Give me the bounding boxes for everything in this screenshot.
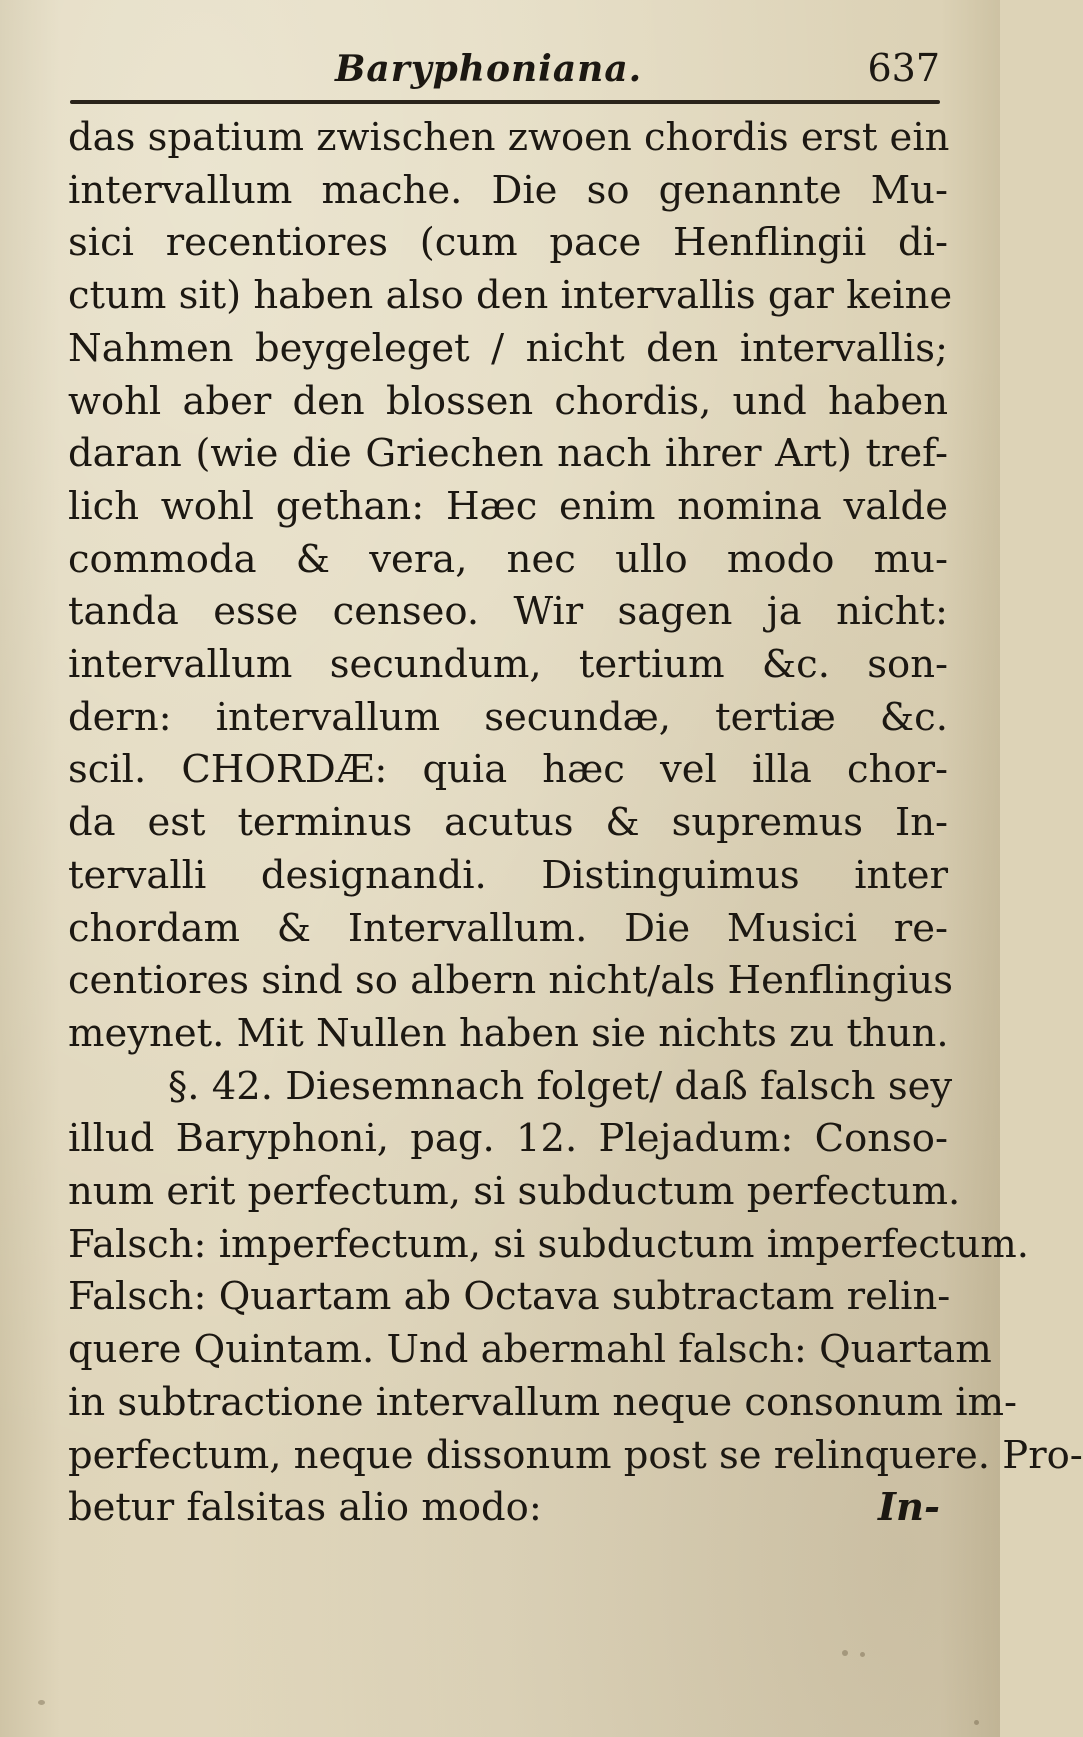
text-line: scil. CHORDÆ: quia hæc vel illa chor- — [68, 747, 948, 793]
page-number: 637 — [867, 46, 940, 90]
text-line: tanda esse censeo. Wir sagen ja nicht: — [68, 589, 948, 635]
text-line: wohl aber den blossen chordis, und haben — [68, 378, 948, 424]
text-line: dern: intervallum secundæ, tertiæ &c. — [68, 694, 948, 740]
text-line: das spatium zwischen zwoen chordis erst ein — [68, 115, 950, 160]
text-line: da est terminus acutus & supremus In- — [68, 800, 948, 846]
text-line: Falsch: Quartam ab Octava subtractam relin- — [68, 1274, 951, 1320]
text-line: sici recentiores (cum pace Henflingii di- — [68, 220, 948, 266]
text-line: daran (wie die Griechen nach ihrer Art) tref- — [68, 431, 948, 477]
running-title: Baryphoniana. — [335, 48, 643, 90]
text-line: intervallum secundum, tertium &c. son- — [68, 642, 948, 688]
body-text — [68, 112, 1083, 1535]
text-line: meynet. Mit Nullen haben sie nichts zu thun. — [68, 1010, 949, 1056]
text-line: perfectum, neque dissonum post se relinquere. Pro- — [68, 1432, 1083, 1478]
text-line: illud Baryphoni, pag. 12. Plejadum: Conso- — [68, 1116, 948, 1162]
text-line: intervallum mache. Die so genannte Mu- — [68, 167, 948, 213]
text-line: tervalli designandi. Distinguimus inter — [68, 852, 948, 898]
text-line: centiores sind so albern nicht/als Henflingius — [68, 958, 953, 1004]
header-rule — [70, 100, 940, 104]
section-line: §. 42. Diesemnach folget/ daß falsch sey — [168, 1063, 953, 1109]
paper-stain — [860, 1652, 865, 1657]
paper-stain — [974, 1720, 979, 1725]
text-line: in subtractione intervallum neque consonum im- — [68, 1379, 1018, 1425]
final-line — [68, 1482, 948, 1535]
text-line: quere Quintam. Und abermahl falsch: Quartam — [68, 1327, 992, 1373]
text-line: Falsch: imperfectum, si subductum imperfectum. — [68, 1221, 1029, 1267]
catchword: In- — [878, 1485, 940, 1531]
text-line: chordam & Intervallum. Die Musici re- — [68, 905, 948, 951]
page-header — [70, 48, 940, 108]
text-line: ctum sit) haben also den intervallis gar keine — [68, 273, 953, 319]
text-line: num erit perfectum, si subductum perfectum. — [68, 1169, 961, 1215]
paper-stain — [842, 1650, 848, 1656]
text-line: commoda & vera, nec ullo modo mu- — [68, 536, 948, 582]
text-line: Nahmen beygeleget / nicht den intervallis; — [68, 325, 948, 371]
paper-stain — [38, 1700, 45, 1705]
text-line: lich wohl gethan: Hæc enim nomina valde — [68, 483, 948, 529]
last-text-line: betur falsitas alio modo: — [68, 1485, 542, 1531]
